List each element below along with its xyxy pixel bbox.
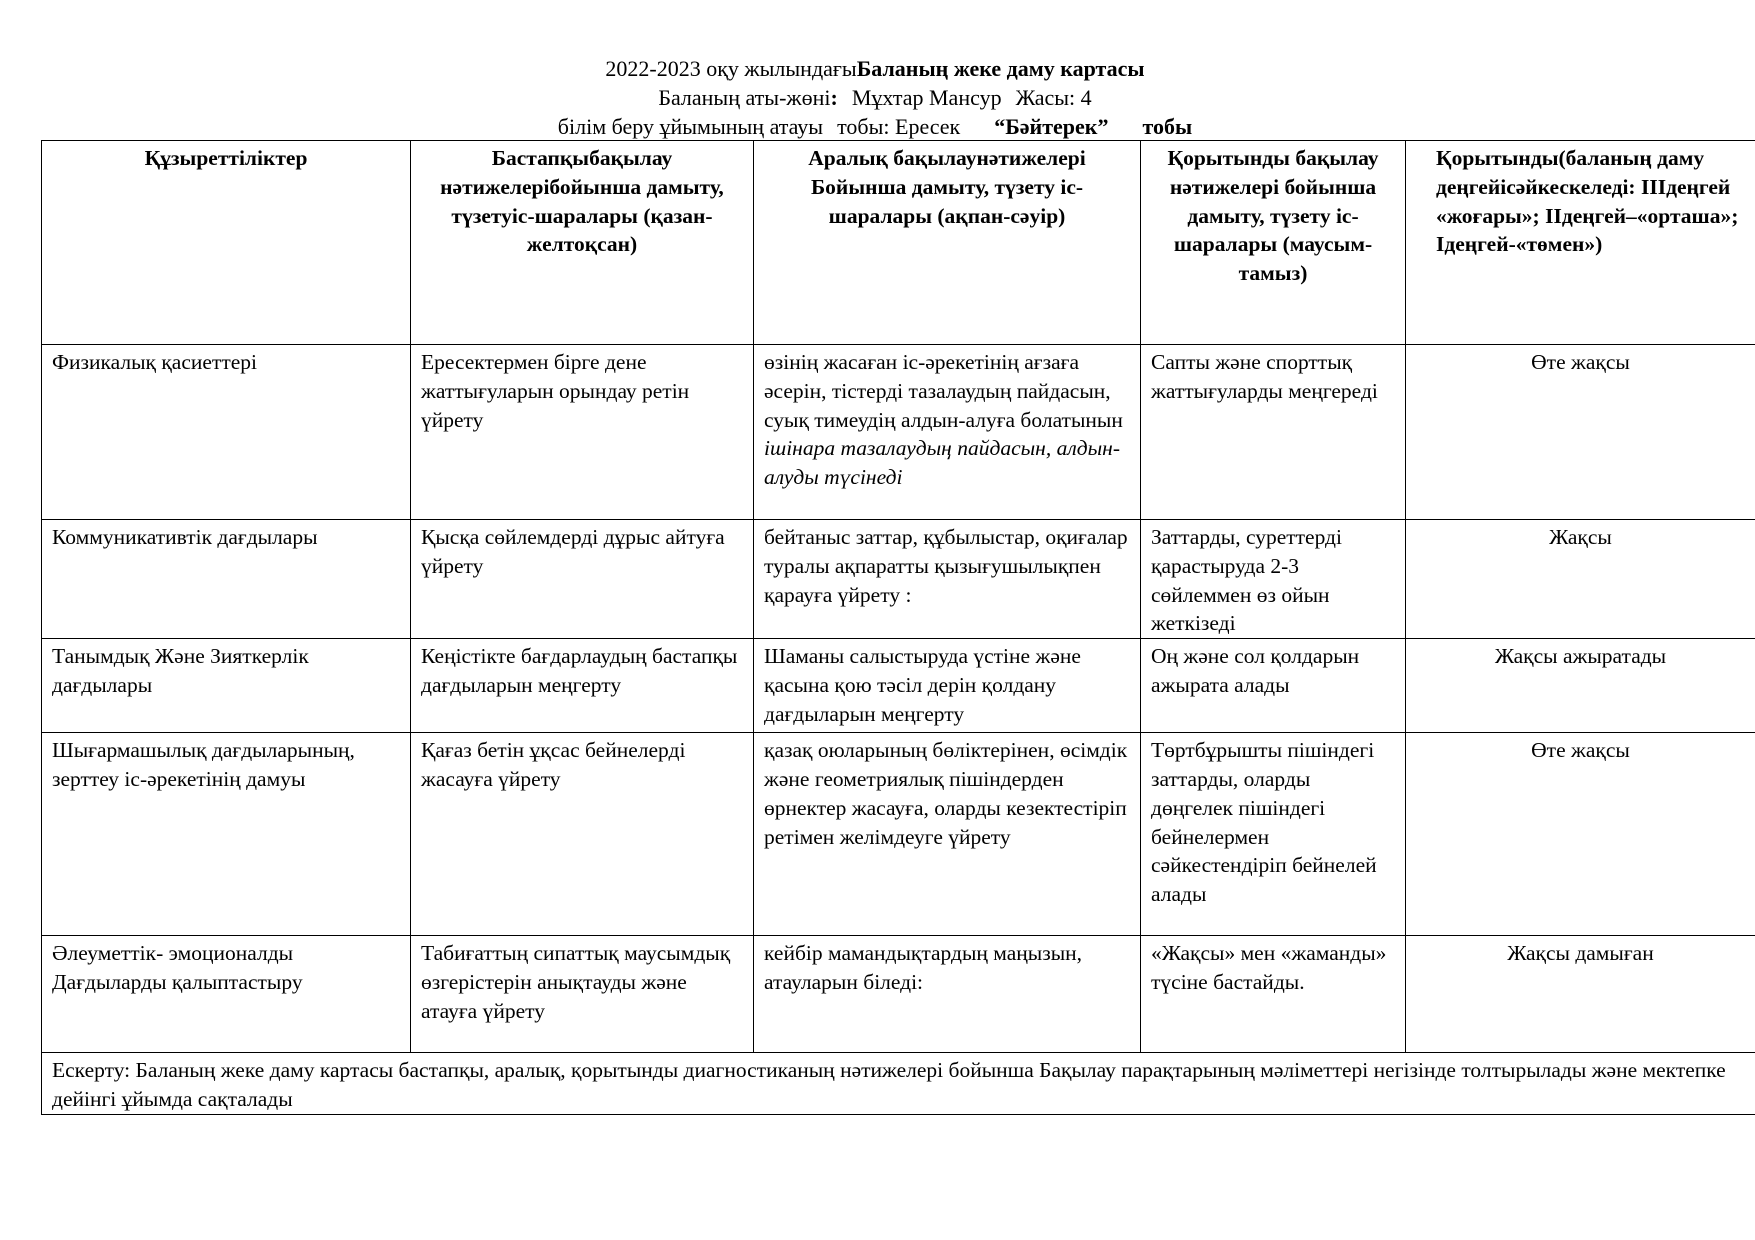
initial-cell: Ересектермен бірге дене жаттығуларын орындау ретін үйрету: [411, 345, 754, 520]
table-row: [42, 345, 1755, 520]
initial-cell: Табиғаттың сипаттық маусымдық өзгерістерін анықтауды және атауға үйрету: [411, 936, 754, 1053]
initial-cell: Кеңістікте бағдарлаудың бастапқы дағдыларын меңгерту: [411, 639, 754, 733]
column-header-intermediate: Аралық бақылаунәтижелері Бойынша дамыту, түзету іс-шаралары (ақпан-сәуір): [754, 141, 1141, 345]
result-cell: Жақсы: [1406, 520, 1755, 639]
column-header-competencies: Құзыреттіліктер: [42, 141, 411, 345]
column-header-result: Қорытынды(баланың даму деңгейісәйкескеледі: ІІІдеңгей «жоғары»; ІІдеңгей–«орташа»; Ідеңгей-«төмен»): [1406, 141, 1755, 345]
note-cell: Ескерту: Баланың жеке даму картасы бастапқы, аралық, қорытынды диагностиканың нәтижелері бойынша Бақылау парақтарының мәліметтері негізінде толтырылады және мектепке дейінгі ұйымда сақталады: [42, 1053, 1755, 1115]
group-label: тобы: Ересек: [837, 114, 961, 139]
header-line-1: [40, 54, 1710, 83]
organization-label: білім беру ұйымының атауы: [557, 114, 824, 139]
column-header-initial: Бастапқыбақылау нәтижелерібойынша дамыту, түзетуіс-шаралары (қазан-желтоқсан): [411, 141, 754, 345]
group-suffix: тобы: [1142, 114, 1193, 139]
result-cell: Жақсы ажыратады: [1406, 639, 1755, 733]
final-cell: Сапты және спорттық жаттығуларды меңгереді: [1141, 345, 1406, 520]
intermediate-cell: кейбір мамандықтардың маңызын, атауларын біледі:: [754, 936, 1141, 1053]
final-cell: «Жақсы» мен «жаманды» түсіне бастайды.: [1141, 936, 1406, 1053]
child-name: Мұхтар Мансур: [851, 85, 1002, 110]
intermediate-cell: бейтаныс заттар, құбылыстар, оқиғалар туралы ақпаратты қызығушылықпен қарауға үйрету :: [754, 520, 1141, 639]
competency-cell: Коммуникативтік дағдылары: [42, 520, 411, 639]
result-cell: Жақсы дамыған: [1406, 936, 1755, 1053]
note-row: [42, 1053, 1755, 1115]
final-cell: Оң және сол қолдарын ажырата алады: [1141, 639, 1406, 733]
table-row: [42, 639, 1755, 733]
child-age: Жасы: 4: [1015, 85, 1092, 110]
child-name-colon: :: [830, 85, 838, 110]
competency-cell: Танымдық Және Зияткерлік дағдылары: [42, 639, 411, 733]
header-line-2: [40, 83, 1710, 112]
competency-cell: Физикалық қасиеттері: [42, 345, 411, 520]
document-header: [40, 54, 1710, 141]
competency-cell: Шығармашылық дағдыларының, зерттеу іс-әрекетінің дамуы: [42, 733, 411, 936]
intermediate-italic-text: ішінара тазалаудың пайдасын, алдын-алуды түсінеді: [764, 436, 1120, 490]
initial-cell: Қысқа сөйлемдерді дұрыс айтуға үйрету: [411, 520, 754, 639]
final-cell: Төртбұрышты пішіндегі заттарды, оларды дөңгелек пішіндегі бейнелермен сәйкестендіріп бейнелей алады: [1141, 733, 1406, 936]
development-card-table: [41, 140, 1755, 1115]
initial-cell: Қағаз бетін ұқсас бейнелерді жасауға үйрету: [411, 733, 754, 936]
document-title: Баланың жеке даму картасы: [856, 56, 1145, 81]
header-line-3: [40, 112, 1710, 141]
table-row: [42, 733, 1755, 936]
academic-year-text: 2022-2023 оқу жылындағы: [605, 56, 857, 81]
table-header-row: [42, 141, 1755, 345]
competency-cell: Әлеуметтік- эмоционалды Дағдыларды қалыптастыру: [42, 936, 411, 1053]
result-cell: Өте жақсы: [1406, 733, 1755, 936]
intermediate-cell: қазақ оюларының бөліктерінен, өсімдік және геометриялық пішіндерден өрнектер жасауға, оларды кезектестіріп ретімен желімдеуге үйрету: [754, 733, 1141, 936]
intermediate-cell: [754, 345, 1141, 520]
intermediate-cell: Шаманы салыстыруда үстіне және қасына қою тәсіл дерін қолдану дағдыларын меңгерту: [754, 639, 1141, 733]
intermediate-text: өзінің жасаған іс-әрекетінің ағзаға әсерін, тістерді тазалаудың пайдасын, суық тимеудің алдын-алуға болатынын: [764, 350, 1123, 432]
result-cell: Өте жақсы: [1406, 345, 1755, 520]
column-header-final: Қорытынды бақылау нәтижелері бойынша дамыту, түзету іс-шаралары (маусым-тамыз): [1141, 141, 1406, 345]
child-name-label: Баланың аты-жөні: [658, 85, 831, 110]
group-name: “Бәйтерек”: [994, 114, 1109, 139]
table-row: [42, 520, 1755, 639]
final-cell: Заттарды, суреттерді қарастыруда 2-3 сөйлеммен өз ойын жеткізеді: [1141, 520, 1406, 639]
table-row: [42, 936, 1755, 1053]
